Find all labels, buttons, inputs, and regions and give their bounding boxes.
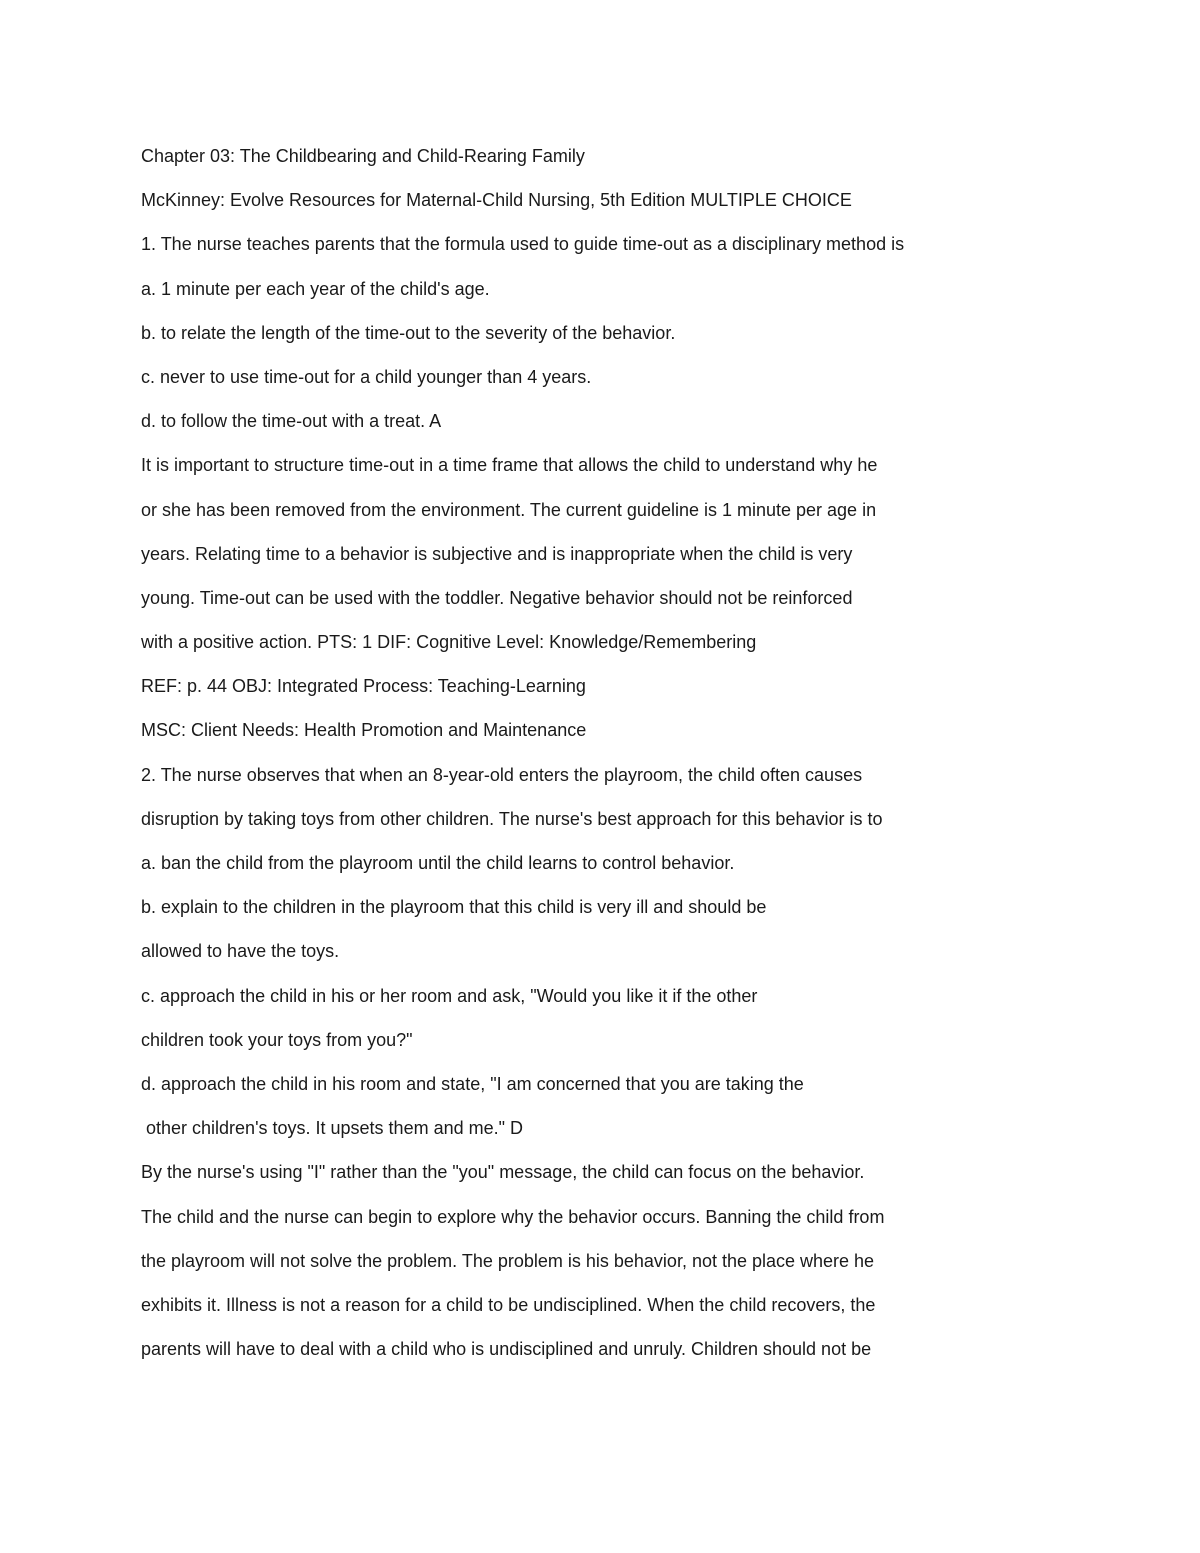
question-2-option-b: allowed to have the toys. [141, 941, 340, 962]
question-1-rationale-line: It is important to structure time-out in a time frame that allows the child to understand why he [141, 455, 878, 476]
question-2-option-c: children took your toys from you?" [141, 1029, 413, 1050]
question-1-option-a: a. 1 minute per each year of the child's age. [141, 278, 490, 299]
question-2-rationale-line: The child and the nurse can begin to explore why the behavior occurs. Banning the child from [141, 1206, 885, 1227]
question-2-option-a: a. ban the child from the playroom until the child learns to control behavior. [141, 853, 735, 873]
question-1-rationale-line: young. Time-out can be used with the toddler. Negative behavior should not be reinforced [141, 587, 853, 608]
question-2-rationale-line: parents will have to deal with a child who is undisciplined and unruly. Children should not be [141, 1339, 872, 1360]
question-2-rationale-line: By the nurse's using "I" rather than the "you" message, the child can focus on the behavior. [141, 1162, 865, 1183]
question-1-meta-line: with a positive action. PTS: 1 DIF: Cognitive Level: Knowledge/Remembering [141, 632, 757, 653]
question-1-meta-line: MSC: Client Needs: Health Promotion and Maintenance [141, 720, 587, 741]
question-1-option-d: d. to follow the time-out with a treat. A [141, 411, 442, 432]
question-1-rationale-line: years. Relating time to a behavior is subjective and is inappropriate when the child is very [141, 543, 853, 564]
question-1-rationale-line: or she has been removed from the environment. The current guideline is 1 minute per age in [141, 499, 877, 520]
question-1-stem: 1. The nurse teaches parents that the formula used to guide time-out as a disciplinary method is [141, 234, 905, 255]
chapter-title: Chapter 03: The Childbearing and Child-Rearing Family [141, 146, 585, 166]
question-2-option-c: c. approach the child in his or her room and ask, "Would you like it if the other [141, 985, 758, 1006]
question-1-option-b: b. to relate the length of the time-out to the severity of the behavior. [141, 322, 676, 343]
question-2-rationale-line: the playroom will not solve the problem. The problem is his behavior, not the place where he [141, 1250, 875, 1271]
question-2-stem: 2. The nurse observes that when an 8-year-old enters the playroom, the child often causes [141, 764, 863, 785]
question-2-stem: disruption by taking toys from other children. The nurse's best approach for this behavior is to [141, 808, 883, 829]
question-1-option-c: c. never to use time-out for a child younger than 4 years. [141, 366, 592, 387]
question-1-meta-line: REF: p. 44 OBJ: Integrated Process: Teaching-Learning [141, 676, 586, 697]
question-2-option-b: b. explain to the children in the playroom that this child is very ill and should be [141, 897, 767, 918]
question-2-rationale-line: exhibits it. Illness is not a reason for a child to be undisciplined. When the child recovers, the [141, 1294, 876, 1315]
source-line: McKinney: Evolve Resources for Maternal-Child Nursing, 5th Edition MULTIPLE CHOICE [141, 190, 852, 211]
question-2-option-d: other children's toys. It upsets them and me." D [146, 1118, 523, 1139]
question-2-option-d: d. approach the child in his room and state, "I am concerned that you are taking the [141, 1073, 804, 1094]
document-body [141, 142, 1141, 1379]
